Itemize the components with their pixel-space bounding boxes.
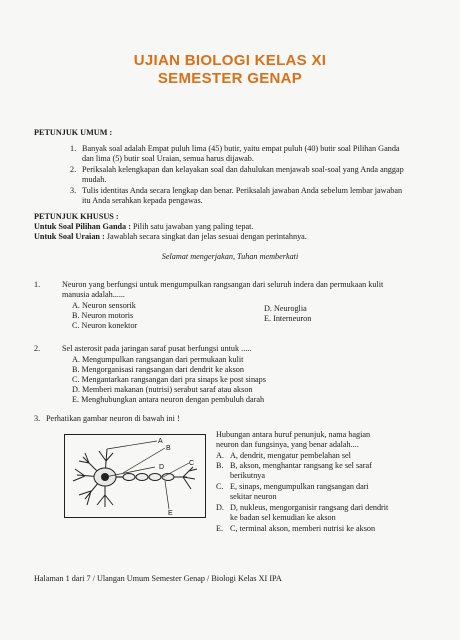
question-line: manusia adalah...... <box>62 290 125 299</box>
page-footer: Halaman 1 dari 7 / Ulangan Umum Semester Genap / Biologi Kelas XI IPA <box>34 574 282 583</box>
option-d: D. Neuroglia <box>264 304 307 313</box>
option-d: D. Memberi makanan (nutrisi) serabut saraf atau akson <box>72 385 253 394</box>
label-b: B <box>166 445 171 452</box>
instruction-line: mudah. <box>82 175 107 184</box>
option-b-text: B, akson, menghantar rangsang ke sel saraf <box>230 461 372 470</box>
question-text: Sel asterosit pada jaringan saraf pusat berfungsi untuk ..... <box>62 344 252 353</box>
question-number: 1. <box>34 280 41 289</box>
option-c-text: E, sinaps, mengumpulkan rangsangan dari <box>230 482 369 491</box>
instruction-line: dan lima (5) butir soal Uraian, semua harus dijawab. <box>82 154 254 163</box>
option-b-text: berikutnya <box>230 471 266 480</box>
exam-title: UJIAN BIOLOGI KELAS XI <box>133 52 327 69</box>
option-b: B. Neuron motoris <box>72 311 134 320</box>
option-d-text: D, nukleus, mengorganisir rangsang dari dendrit <box>230 503 389 512</box>
label-c: C <box>189 460 195 467</box>
option-d-label: D. <box>216 503 224 512</box>
option-b: B. Mengorganisasi rangsangan dari dendrit ke akson <box>72 365 244 374</box>
option-a: A. Neuron sensorik <box>72 301 136 310</box>
label-a: A <box>158 438 163 445</box>
option-c: C. Neuron konektor <box>72 321 138 330</box>
question-line: Hubungan antara huruf penunjuk, nama bagian <box>216 430 371 439</box>
option-e: E. Menghubungkan antara neuron dengan pembuluh darah <box>72 395 265 404</box>
option-e-label: E. <box>216 524 224 533</box>
instruction-line: Periksalah kelengkapan dan kelayakan soal dan dahulukan menjawab soal-soal yang Anda anggap <box>82 165 404 174</box>
pilihan-ganda-text: Pilih satu jawaban yang paling tepat. <box>132 222 254 231</box>
axon-terminal <box>174 467 197 489</box>
question-number: 3. <box>34 414 41 423</box>
question-number: 2. <box>34 344 41 353</box>
question-line: neuron dan fungsinya, yang benar adalah.... <box>216 440 359 449</box>
petunjuk-umum-heading: PETUNJUK UMUM : <box>34 128 113 137</box>
instruction-number: 2. <box>70 165 77 174</box>
option-b-label: B. <box>216 461 224 470</box>
label-e: E <box>168 510 173 517</box>
myelin-sheath <box>123 474 174 481</box>
option-a: A. Mengumpulkan rangsangan dari permukaan kulit <box>72 355 244 364</box>
greeting: Selamat mengerjakan, Tuhan memberkati <box>161 252 299 261</box>
question-text: Perhatikan gambar neuron di bawah ini ! <box>46 414 180 423</box>
uraian-label: Untuk Soal Uraian : <box>34 232 105 241</box>
petunjuk-khusus-heading: PETUNJUK KHUSUS : <box>34 212 119 221</box>
instruction-line: Tulis identitas Anda secara lengkap dan benar. Periksalah jawaban Anda sebelum lembar jawaban <box>82 186 403 195</box>
option-a-label: A. <box>216 451 224 460</box>
instruction-number: 1. <box>70 144 77 153</box>
option-c-label: C. <box>216 482 224 491</box>
option-d-text: ke badan sel kemudian ke akson <box>230 513 336 522</box>
option-e: E. Interneuron <box>264 314 312 323</box>
option-c: C. Mengantarkan rangsangan dari pra sinaps ke post sinaps <box>72 375 266 384</box>
pilihan-ganda-label: Untuk Soal Pilihan Ganda : <box>34 222 131 231</box>
label-d: D <box>159 464 165 471</box>
instruction-line: itu Anda serahkan kepada pengawas. <box>82 196 203 205</box>
exam-subtitle: SEMESTER GENAP <box>157 70 303 87</box>
instruction-line: Banyak soal adalah Empat puluh lima (45) butir, yaitu empat puluh (40) butir soal Pilihan Ganda <box>82 144 400 153</box>
uraian-instruction <box>34 232 307 243</box>
option-c-text: sekitar neuron <box>230 492 277 501</box>
question-line: Neuron yang berfungsi untuk mengumpulkan rangsangan dari seluruh indera dan permukaan kulit <box>62 280 384 289</box>
instruction-number: 3. <box>70 186 77 195</box>
neuron-diagram <box>64 434 206 518</box>
uraian-text: Jawablah secara singkat dan jelas sesuai dengan perintahnya. <box>106 232 307 241</box>
option-e-text: C, terminal akson, memberi nutrisi ke akson <box>230 524 376 533</box>
pilihan-ganda-instruction <box>34 222 253 233</box>
option-a-text: A, dendrit, mengatur pembelahan sel <box>230 451 351 460</box>
